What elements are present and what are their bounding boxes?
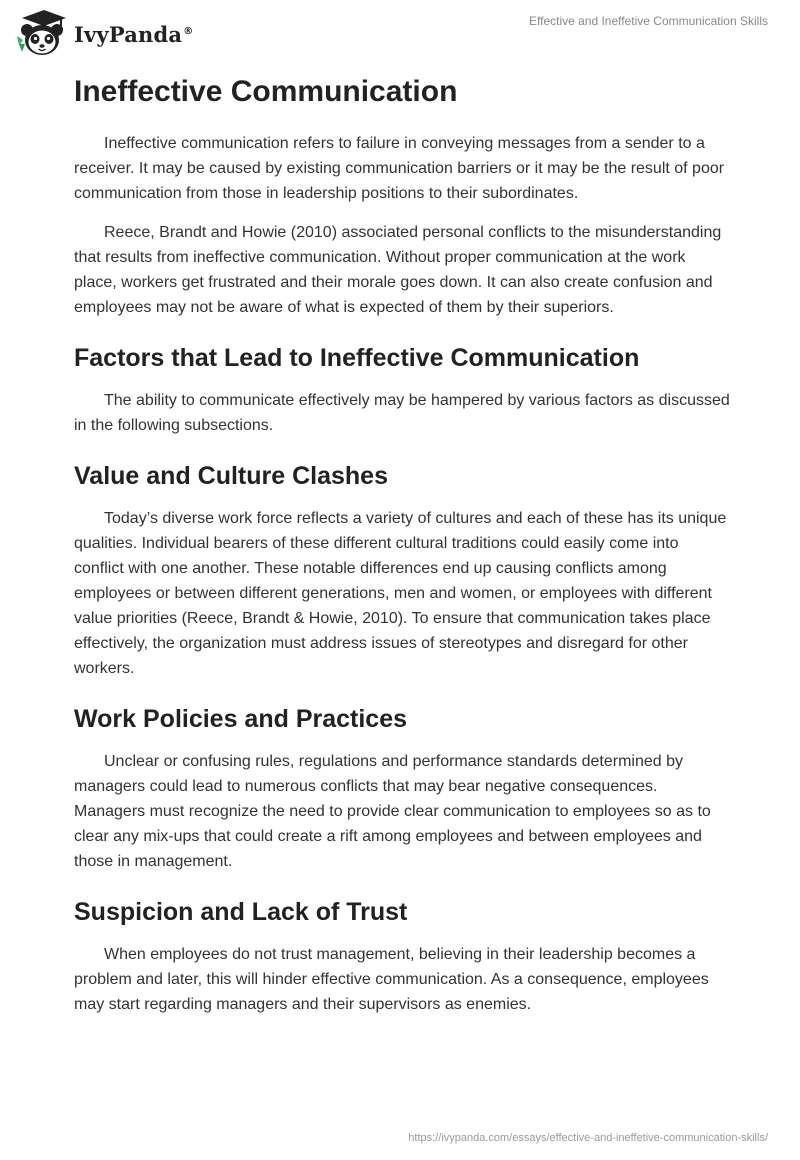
article-body <box>74 66 730 1031</box>
intro-paragraph-2: Reece, Brandt and Howie (2010) associated personal conflicts to the misunderstanding that results from ineffective communication. Without proper communication at the work place, workers get frustrated and their morale goes down. It can also create confusion and employees may not be aware of what is expected of them by their superiors. <box>74 224 722 316</box>
section-heading-work-policies: Work Policies and Practices <box>74 705 408 733</box>
section-paragraph-work-policies: Unclear or confusing rules, regulations and performance standards determined by managers could lead to numerous conflicts that may bear negative consequences. Managers must recognize the need to provide clear communication to employees so as to clear any mix-ups that could create a rift among employees and between employees and those in management. <box>74 753 711 870</box>
section-paragraph-value-culture: Today’s diverse work force reflects a variety of cultures and each of these has its unique qualities. Individual bearers of these different cultural traditions could easily come into conflict with one another. These notable differences end up causing conflicts among employees or between different generations, men and women, or employees with different value priorities (Reece, Brandt & Howie, 2010). To ensure that communication takes place effectively, the organization must address issues of stereotypes and disregard for other workers. <box>74 510 727 677</box>
ivypanda-logo[interactable] <box>16 8 193 58</box>
section-heading-value-culture: Value and Culture Clashes <box>74 462 388 490</box>
source-url-link[interactable]: https://ivypanda.com/essays/effective-and-ineffetive-communication-skills/ <box>408 1132 768 1144</box>
page-header <box>0 0 800 60</box>
section-heading-suspicion-trust: Suspicion and Lack of Trust <box>74 898 408 926</box>
panda-graduate-icon <box>16 8 68 58</box>
section-paragraph-suspicion-trust: When employees do not trust management, believing in their leadership becomes a problem and later, this will hinder effective communication. As a consequence, employees may start regarding managers and their supervisors as enemies. <box>74 946 709 1013</box>
intro-paragraph-1: Ineffective communication refers to failure in conveying messages from a sender to a receiver. It may be caused by existing communication barriers or it may be the result of poor communication from those in leadership positions to their subordinates. <box>74 135 725 202</box>
section-heading-factors: Factors that Lead to Ineffective Communication <box>74 344 640 372</box>
page-title: Ineffective Communication <box>74 75 458 108</box>
section-paragraph-factors: The ability to communicate effectively may be hampered by various factors as discussed in the following subsections. <box>74 392 730 434</box>
logo-wordmark: IvyPanda® <box>74 21 194 47</box>
document-title: Effective and Ineffetive Communication Skills <box>528 14 768 28</box>
